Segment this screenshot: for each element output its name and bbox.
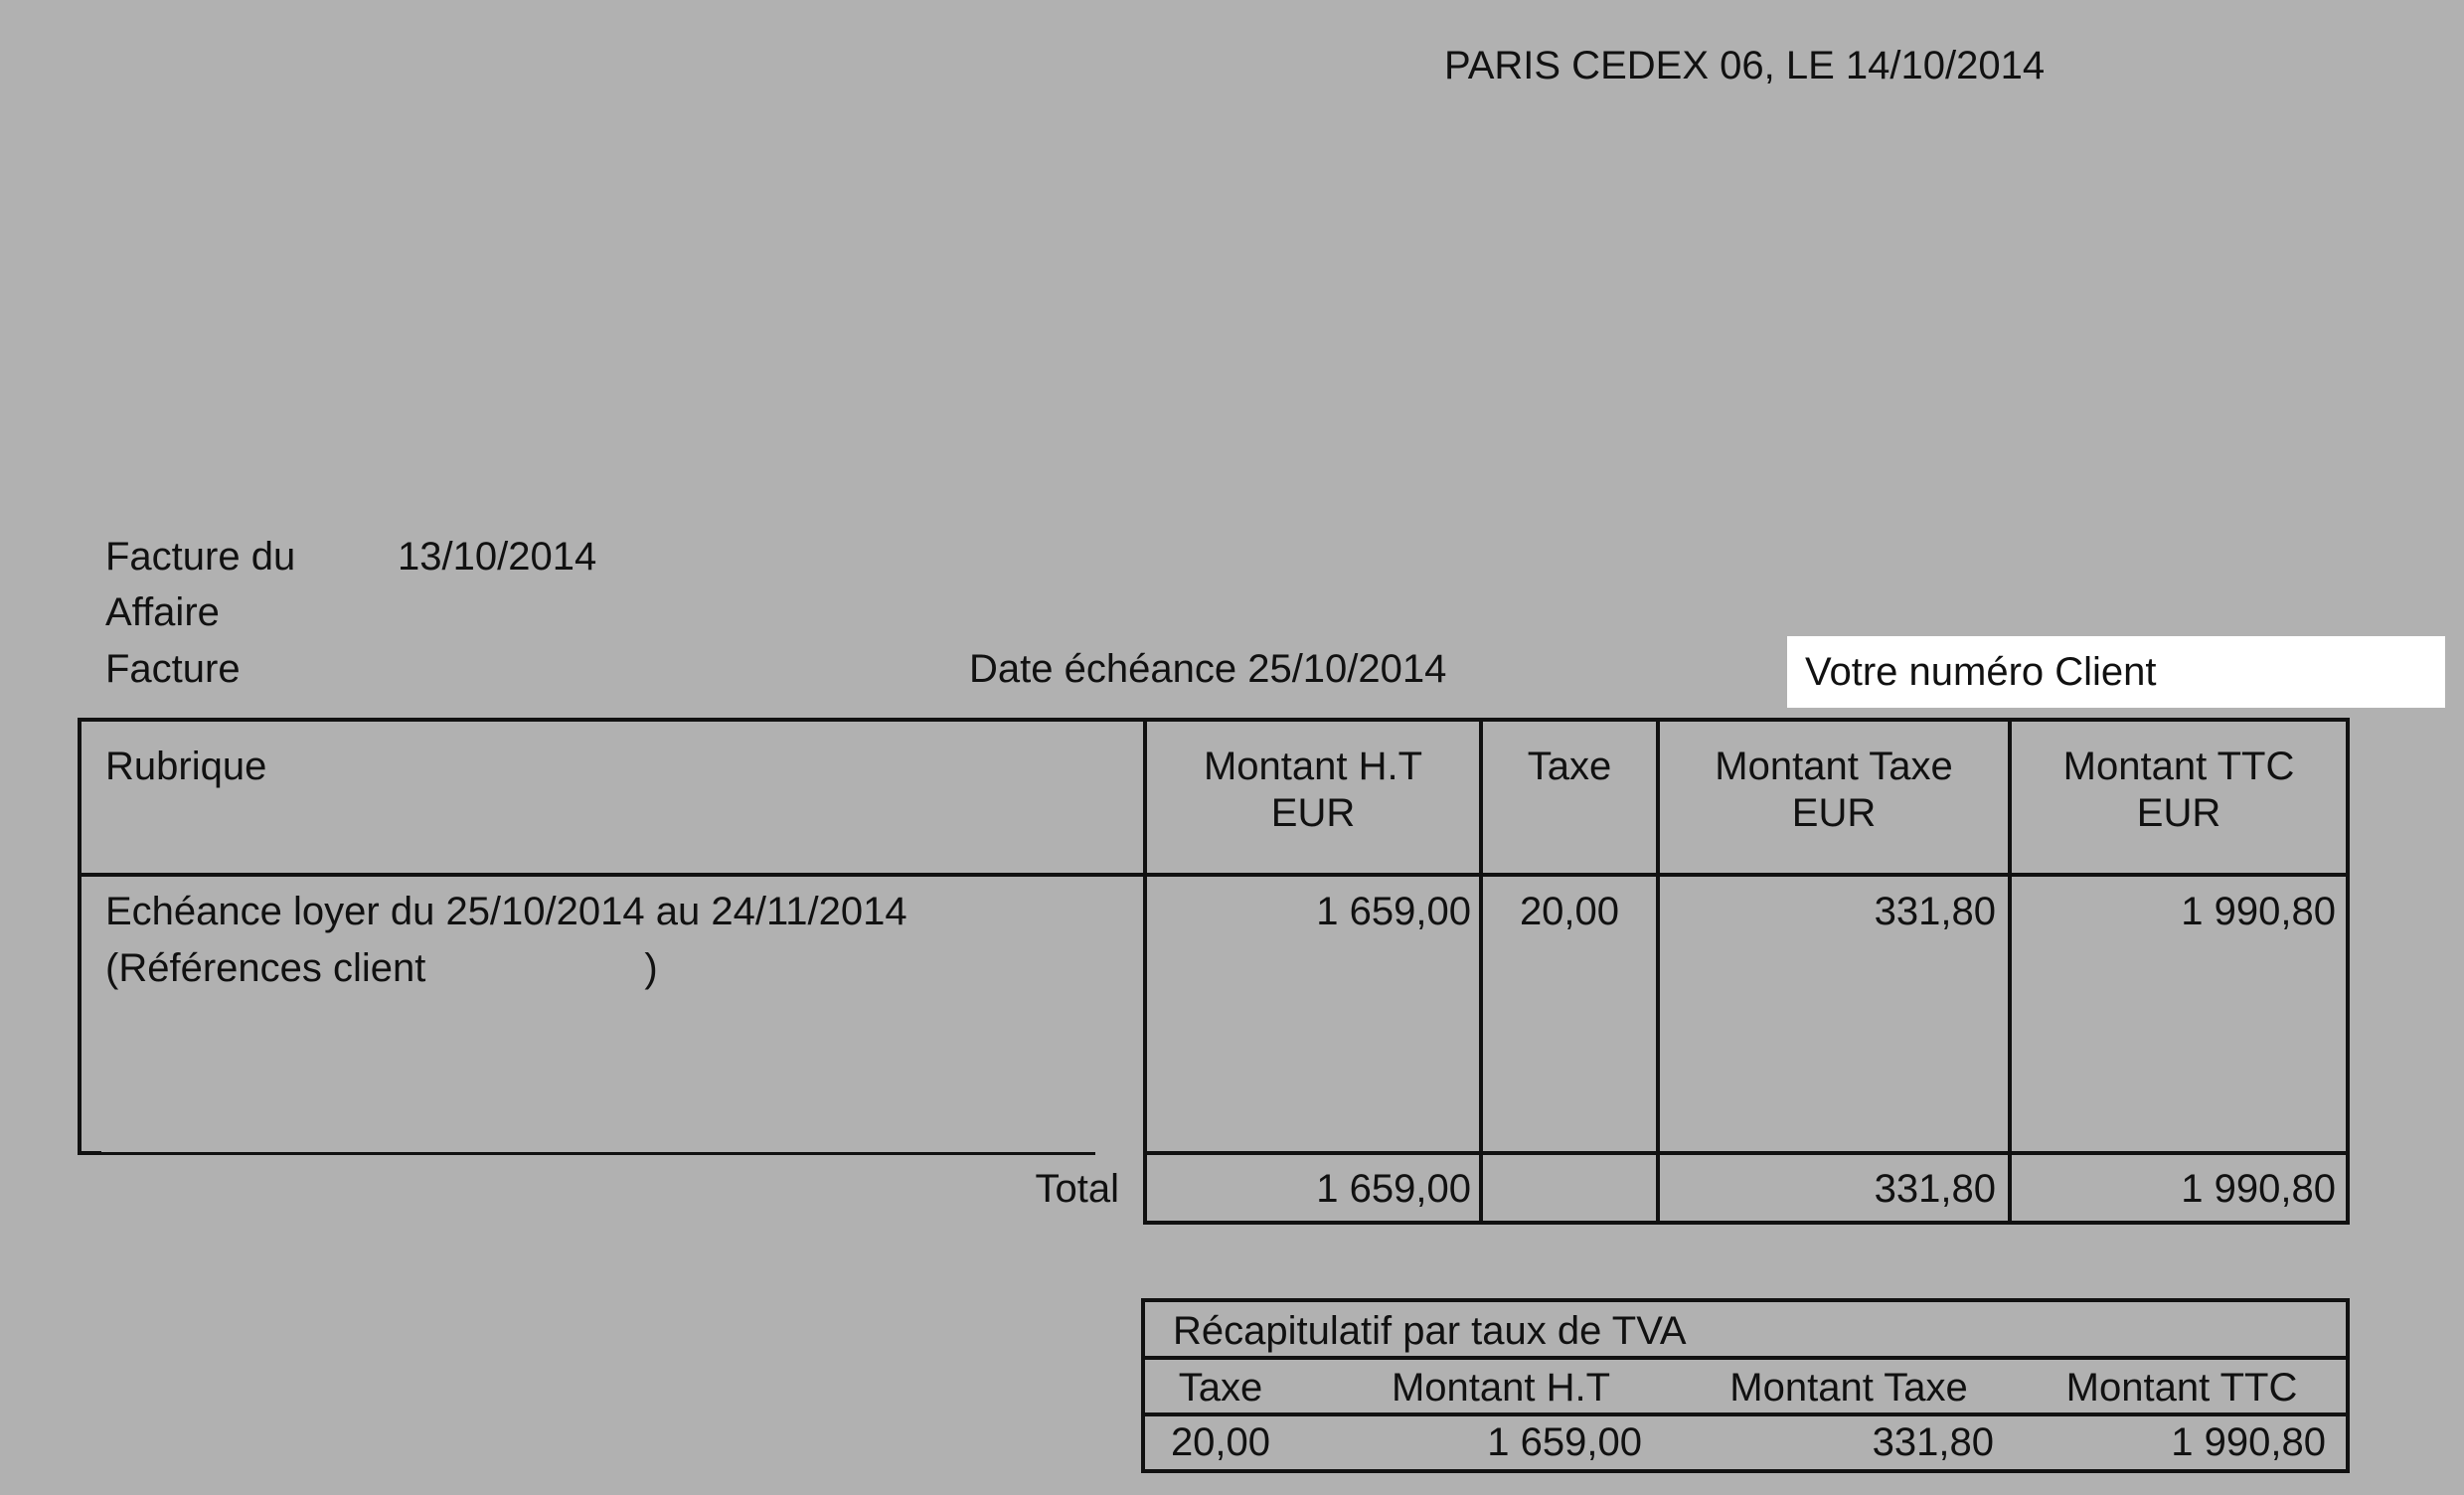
client-reference-suffix: ) [644, 946, 658, 990]
row-montant-ht: 1 659,00 [1316, 890, 1471, 933]
row-taxe: 20,00 [1519, 890, 1620, 933]
place-date: PARIS CEDEX 06, LE 14/10/2014 [1444, 44, 2046, 87]
vat-header-montant-taxe: Montant Taxe [1729, 1366, 1968, 1410]
row-montant-ttc: 1 990,80 [2181, 890, 2336, 933]
total-montant-ttc: 1 990,80 [2181, 1167, 2336, 1211]
affaire-label: Affaire [105, 590, 220, 634]
row-rubrique-line1: Echéance loyer du 25/10/2014 au 24/11/2014 [105, 890, 907, 933]
header-montant-taxe-unit: EUR [1791, 791, 1877, 835]
facture-du-value: 13/10/2014 [398, 535, 597, 579]
client-reference-prefix: (Références client [105, 946, 426, 990]
header-montant-ttc-unit: EUR [2136, 791, 2221, 835]
vat-row-montant-taxe: 331,80 [1872, 1420, 1994, 1464]
vat-header-montant-ht: Montant H.T [1391, 1366, 1611, 1410]
total-label: Total [1035, 1167, 1119, 1211]
row-rubrique-line2 [105, 946, 658, 990]
vat-row-montant-ttc: 1 990,80 [2171, 1420, 2326, 1464]
header-rubrique: Rubrique [105, 745, 267, 788]
facture-du-label: Facture du [105, 535, 296, 579]
vat-summary-title: Récapitulatif par taux de TVA [1173, 1309, 1687, 1353]
vat-row-taxe: 20,00 [1170, 1420, 1271, 1464]
header-taxe: Taxe [1527, 745, 1612, 788]
header-montant-ht-unit: EUR [1270, 791, 1356, 835]
row-montant-taxe: 331,80 [1874, 890, 1996, 933]
total-montant-taxe: 331,80 [1874, 1167, 1996, 1211]
due-date: Date échéance 25/10/2014 [969, 647, 1447, 691]
client-number-box [1787, 636, 2445, 708]
vat-row-montant-ht: 1 659,00 [1487, 1420, 1642, 1464]
header-montant-ht: Montant H.T [1203, 745, 1423, 788]
client-number-label: Votre numéro Client [1805, 650, 2157, 694]
vat-header-taxe: Taxe [1178, 1366, 1263, 1410]
facture-label: Facture [105, 647, 241, 691]
header-montant-taxe: Montant Taxe [1715, 745, 1953, 788]
vat-header-montant-ttc: Montant TTC [2065, 1366, 2298, 1410]
total-montant-ht: 1 659,00 [1316, 1167, 1471, 1211]
header-montant-ttc: Montant TTC [2062, 745, 2295, 788]
